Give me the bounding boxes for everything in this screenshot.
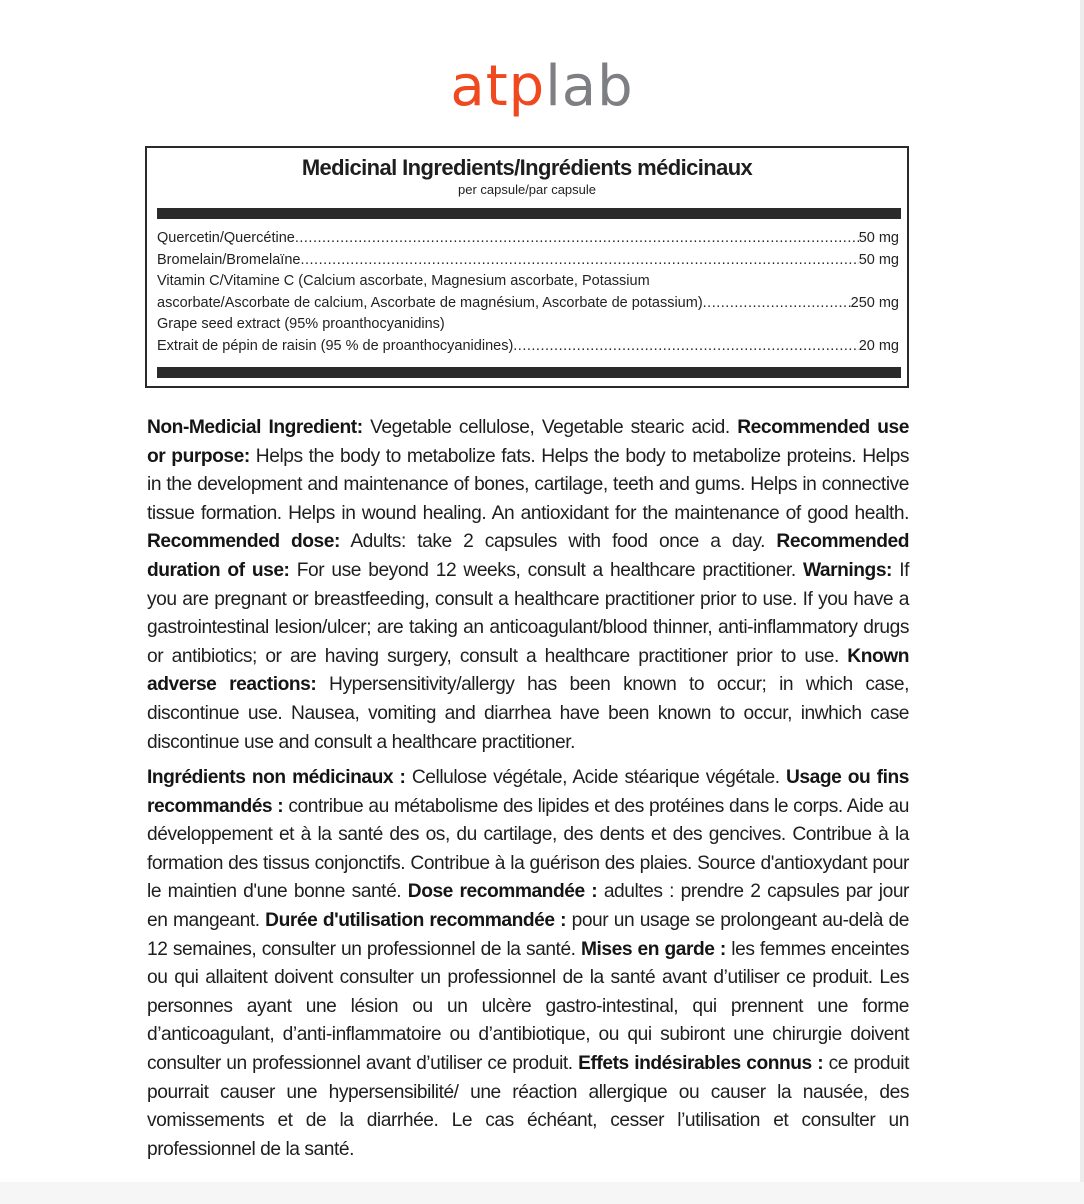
- adverse-label: Known adverse reactions:: [147, 645, 909, 696]
- use-label-fr: Usage ou fins recommandés :: [147, 767, 909, 817]
- duration-label: Recommended duration of use:: [147, 531, 910, 581]
- leader-dots: [703, 293, 851, 315]
- ingredient-list: [157, 228, 899, 357]
- warnings-label-fr: Mises en garde :: [581, 938, 726, 960]
- ingredient-name: Bromelain/Bromelaïne: [157, 251, 301, 268]
- nmi-text-fr: Cellulose végétale, Acide stéarique végétale.: [405, 767, 786, 788]
- ingredient-row-bromelain: [157, 250, 899, 272]
- leader-dots: [300, 250, 858, 272]
- ingredient-amount: 20 mg: [858, 337, 899, 354]
- dose-text-fr: adultes : prendre 2 capsules par jour en mangeant.: [147, 881, 909, 931]
- brand-logo: [0, 55, 1084, 119]
- ingredient-row-grape-seed-fr: [157, 336, 899, 358]
- medicinal-ingredients-panel: [145, 146, 909, 388]
- leader-dots: [295, 228, 859, 250]
- nmi-label-fr: Ingrédients non médicinaux :: [147, 767, 406, 788]
- ingredient-amount: 250 mg: [850, 294, 899, 311]
- panel-top-rule: [157, 208, 901, 219]
- adverse-text-fr: ce produit pourrait causer une hypersensibilité/ une réaction allergique ou causer la nausée, des vomissements et de la diarrhée. Le cas échéant, cesser l’utilisation et consulter un professionnel de la santé.: [147, 1052, 909, 1160]
- right-page-edge: [1080, 0, 1084, 1204]
- ingredient-name: Quercetin/Quercétine: [157, 230, 295, 246]
- dose-label: Recommended dose:: [147, 531, 340, 553]
- nmi-text: Vegetable cellulose, Vegetable stearic acid.: [362, 417, 738, 438]
- ingredient-row-vitamin-c-line1: Vitamin C/Vitamine C (Calcium ascorbate, Magnesium ascorbate, Potassium: [157, 273, 650, 289]
- logo-part-atp: atp: [450, 54, 546, 119]
- duration-label-fr: Durée d'utilisation recommandée :: [265, 909, 567, 931]
- panel-title: Medicinal Ingredients/Ingrédients médicinaux: [301, 155, 753, 180]
- ingredient-name: ascorbate/Ascorbate de calcium, Ascorbate de magnésium, Ascorbate de potassium): [157, 294, 703, 311]
- french-label-text: [147, 764, 909, 1164]
- ingredient-row-grape-seed-en: Grape seed extract (95% proanthocyanidins): [157, 316, 445, 332]
- use-text-fr: contribue au métabolisme des lipides et des protéines dans le corps. Aide au développement et à la santé des os, du cartilage, des dents et des gencives. Contribue à la formation des tissus conjonctifs. Contribue à la guérison des plaies. Source d'antioxydant pour le maintien d'une bonne santé.: [147, 795, 909, 903]
- nmi-label: Non-Medicial Ingredient:: [147, 417, 363, 438]
- warnings-text-fr: les femmes enceintes ou qui allaitent doivent consulter un professionnel de la santé avant d’utiliser ce produit. Les personnes ayant une lésion ou un ulcère gastro-intestinal, qui prennent une forme d’anticoagulant, d’anti-inflammatoire ou d’antibiotique, ou qui subiront une chirurgie doivent consulter un professionnel avant d’utiliser ce produit.: [147, 938, 909, 1074]
- panel-bottom-rule: [157, 367, 901, 378]
- bottom-page-edge: [0, 1182, 1084, 1204]
- adverse-label-fr: Effets indésirables connus :: [578, 1052, 824, 1074]
- warnings-label: Warnings:: [802, 559, 892, 581]
- use-text: Helps the body to metabolize fats. Helps the body to metabolize proteins. Helps in the development and maintenance of bones, cartilage, teeth and gums. Helps in connective tissue formation. Helps in wound healing. An antioxidant for the maintenance of good health.: [147, 445, 910, 524]
- dose-text: Adults: take 2 capsules with food once a day.: [339, 531, 777, 553]
- panel-subtitle: per capsule/par capsule: [457, 182, 597, 197]
- warnings-text: If you are pregnant or breastfeeding, consult a healthcare practitioner prior to use. If you have a gastrointestinal lesion/ulcer; are taking an anticoagulant/blood thinner, anti-inflammatory drugs or antibiotics; or are having surgery, consult a healthcare practitioner prior to use.: [147, 559, 910, 667]
- ingredient-row-quercetin: [157, 228, 899, 250]
- leader-dots: [513, 336, 858, 358]
- logo-part-lab: lab: [545, 54, 634, 119]
- duration-text: For use beyond 12 weeks, consult a healthcare practitioner.: [289, 559, 803, 581]
- ingredient-row-vitamin-c-line2: [157, 293, 899, 315]
- adverse-text: Hypersensitivity/allergy has been known to occur; in which case, discontinue use. Nausea, vomiting and diarrhea have been known to occur, inwhich case discontinue use and consult a healthcare practitioner.: [147, 674, 909, 753]
- ingredient-amount: 50 mg: [858, 251, 899, 268]
- use-label: Recommended use or purpose:: [147, 417, 909, 467]
- english-label-text: [147, 414, 909, 757]
- duration-text-fr: pour un usage se prolongeant au-delà de 12 semaines, consulter un professionnel de la santé.: [147, 909, 910, 960]
- ingredient-name: Extrait de pépin de raisin (95 % de proanthocyanidines): [157, 337, 514, 354]
- dose-label-fr: Dose recommandée :: [407, 881, 598, 903]
- ingredient-amount: 50 mg: [858, 230, 899, 246]
